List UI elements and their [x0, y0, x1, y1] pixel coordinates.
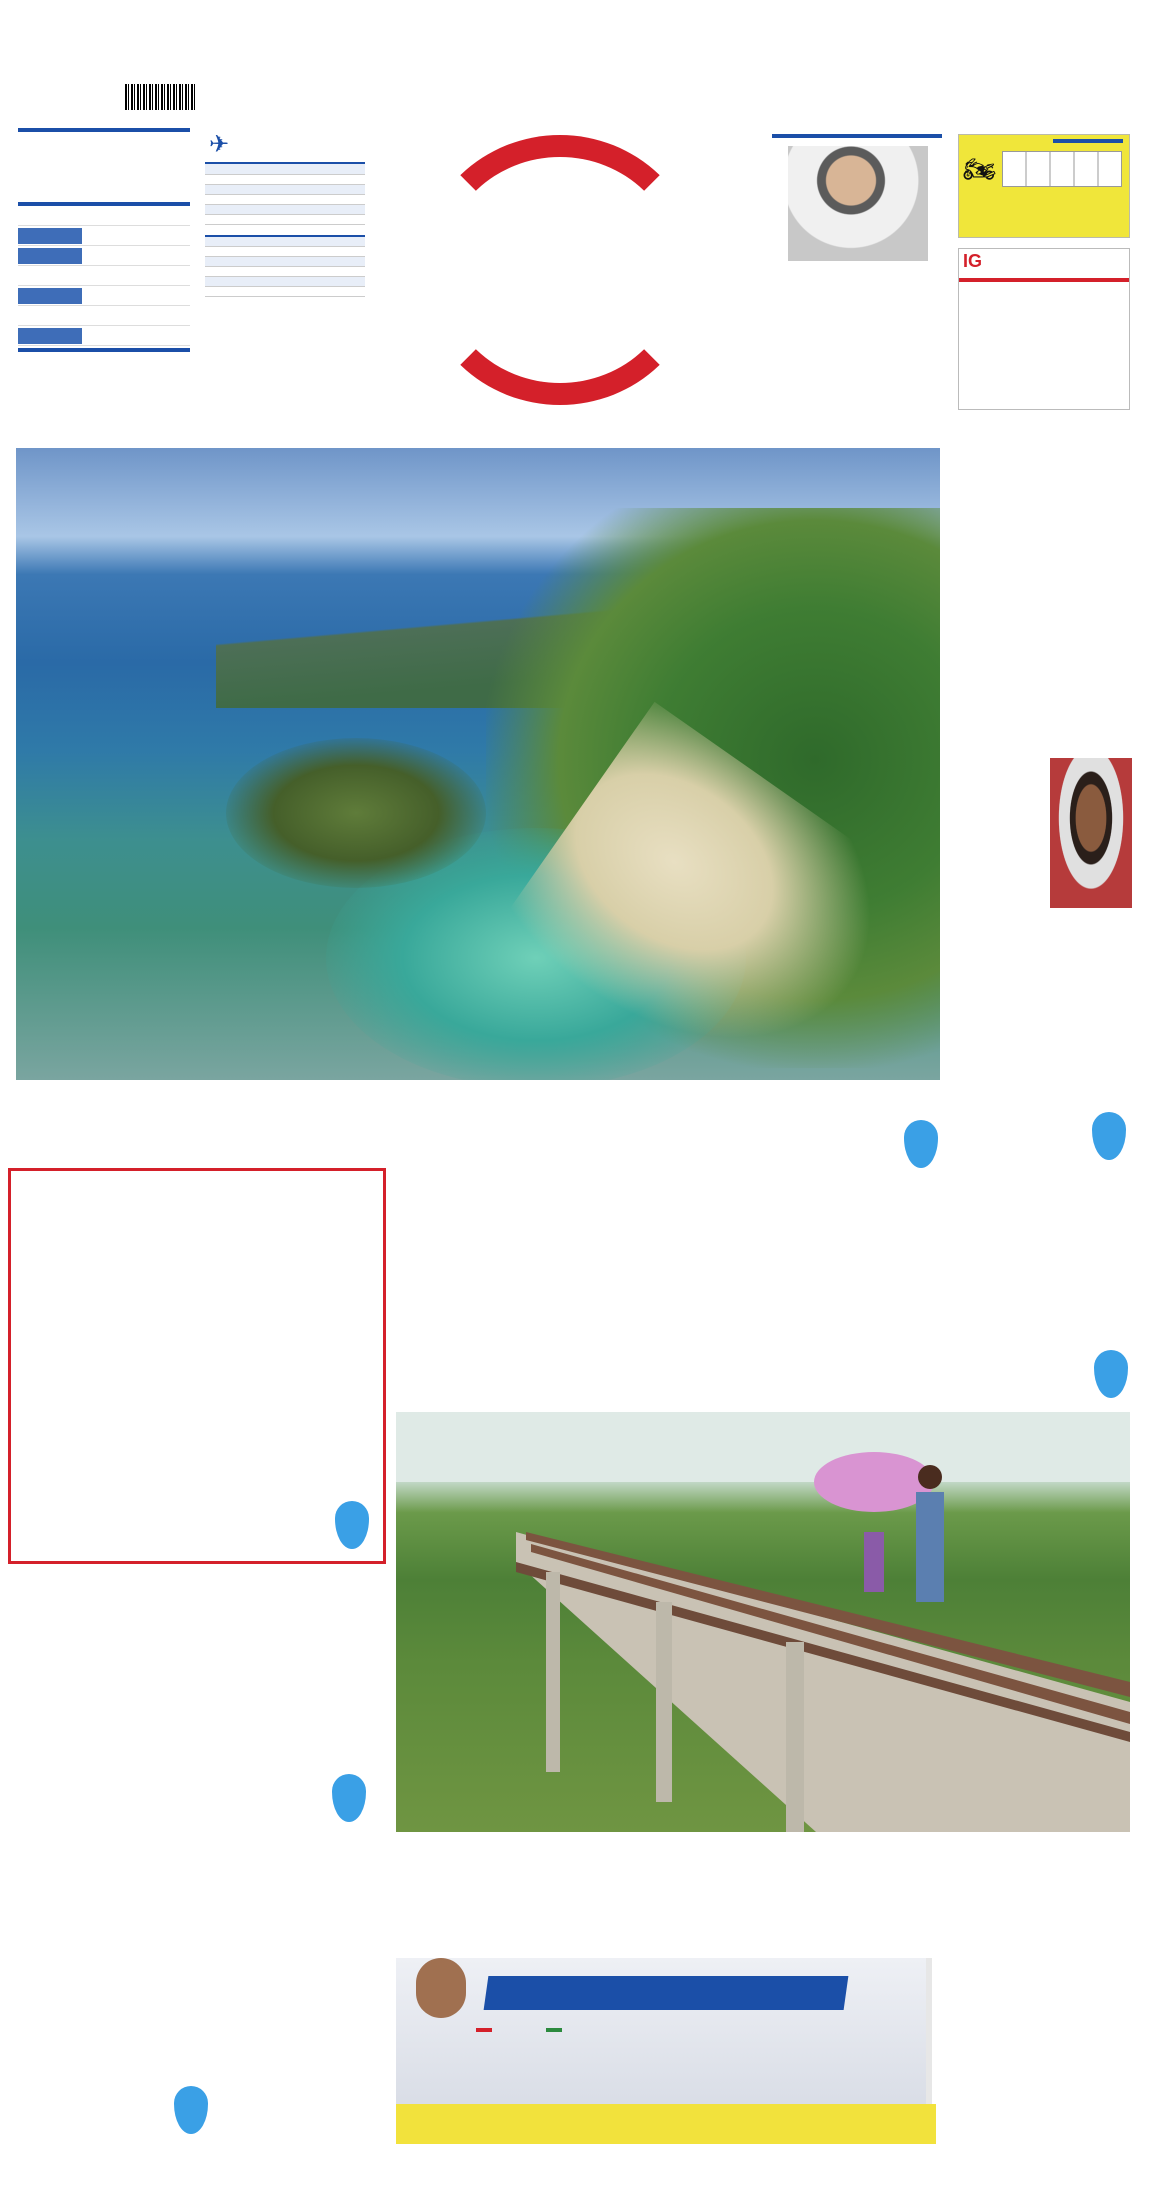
indicators-list [18, 206, 190, 346]
table-cell [258, 174, 311, 184]
indicator-chip [18, 328, 82, 344]
politics-box [772, 134, 942, 410]
indicator-row [18, 246, 190, 266]
bridge-deck [516, 1532, 1130, 1832]
suicide-page-ref[interactable] [1092, 1112, 1126, 1160]
departure-row [205, 174, 365, 184]
classifieds-ad[interactable] [396, 1958, 1130, 2144]
lottery-logo-icon: IG [963, 251, 983, 271]
arrival-row [205, 257, 365, 267]
indicator-chip [18, 308, 82, 324]
departure-row [205, 164, 365, 174]
indicator-row [18, 266, 190, 286]
departure-row [205, 184, 365, 194]
departure-row [205, 214, 365, 224]
indicator-row [18, 206, 190, 226]
classifieds-person-photo [416, 1958, 466, 2018]
suicide-photo [1050, 758, 1132, 908]
table-cell [205, 287, 258, 297]
arrivals-table [205, 235, 365, 298]
table-cell [205, 174, 258, 184]
table-cell [205, 164, 258, 174]
arrival-row [205, 277, 365, 287]
table-cell [258, 257, 311, 267]
santos-photo [788, 146, 928, 261]
esmeralda-page-ref[interactable] [1094, 1350, 1128, 1398]
weather-panel [18, 132, 190, 202]
table-cell [205, 267, 258, 277]
table-cell [312, 247, 365, 257]
indicator-chip [18, 268, 82, 284]
indicator-row [18, 306, 190, 326]
table-cell [312, 184, 365, 194]
indicator-chip [18, 288, 82, 304]
hero-islet [226, 738, 486, 888]
indicator-row [18, 226, 190, 246]
table-cell [312, 174, 365, 184]
table-cell [312, 237, 365, 247]
lottery-footer [959, 278, 1129, 282]
table-cell [258, 287, 311, 297]
table-cell [205, 277, 258, 287]
table-cell [258, 184, 311, 194]
indicator-row [18, 326, 190, 346]
table-cell [258, 237, 311, 247]
table-cell [258, 164, 311, 174]
table-cell [312, 194, 365, 204]
table-cell [258, 204, 311, 214]
arrival-row [205, 287, 365, 297]
table-cell [258, 277, 311, 287]
classifieds-categories [396, 2104, 936, 2144]
table-cell [258, 247, 311, 257]
departure-row [205, 204, 365, 214]
table-cell [205, 194, 258, 204]
departures-table [205, 162, 365, 225]
departure-row [205, 194, 365, 204]
table-cell [205, 214, 258, 224]
table-cell [312, 204, 365, 214]
port-title [18, 348, 190, 352]
hero-page-ref[interactable] [904, 1120, 938, 1168]
table-cell [205, 257, 258, 267]
rail-bridge-drawing [396, 1412, 1130, 1832]
rain-page-ref[interactable] [174, 2086, 208, 2134]
pico-placa-box [958, 134, 1130, 238]
suicide-story [966, 446, 1136, 456]
arrival-row [205, 267, 365, 277]
indicator-chip [18, 208, 82, 224]
table-cell [205, 184, 258, 194]
indicator-row [18, 286, 190, 306]
lottery-box [958, 248, 1130, 410]
table-cell [312, 257, 365, 267]
flights-box [205, 130, 375, 412]
table-cell [205, 237, 258, 247]
arrival-row [205, 247, 365, 257]
indicator-chip [18, 228, 82, 244]
table-cell [258, 194, 311, 204]
barcode-icon [125, 84, 195, 110]
table-cell [205, 204, 258, 214]
weather-indicators-box [18, 128, 190, 410]
table-cell [312, 287, 365, 297]
traffic-page-ref[interactable] [332, 1774, 366, 1822]
plane-icon: ✈ [209, 131, 230, 158]
classifieds-tab-arriendos[interactable] [546, 2028, 562, 2032]
indicator-chip [18, 248, 82, 264]
table-cell [312, 214, 365, 224]
classifieds-tab-ventas[interactable] [476, 2028, 492, 2032]
seizure-story [8, 1168, 386, 1564]
table-cell [258, 267, 311, 277]
rail-bridge-photo [396, 1412, 1130, 1832]
pico-placa-grid [1002, 151, 1122, 187]
child-figure [864, 1532, 884, 1592]
classifieds-title [484, 1976, 849, 2010]
seizure-page-ref[interactable] [335, 1501, 369, 1549]
traffic-story [14, 1576, 384, 1836]
motorcycle-icon: 🏍 [963, 153, 997, 184]
table-cell [312, 164, 365, 174]
arrival-row [205, 237, 365, 247]
woman-figure [916, 1492, 944, 1602]
table-cell [312, 277, 365, 287]
table-cell [312, 267, 365, 277]
pico-placa-hours [1053, 139, 1123, 143]
table-cell [205, 247, 258, 257]
table-cell [258, 214, 311, 224]
logo-ring [420, 135, 700, 405]
hero-photo [16, 448, 940, 1080]
rain-story [14, 1862, 384, 2152]
bridge-pillar [546, 1572, 560, 1772]
